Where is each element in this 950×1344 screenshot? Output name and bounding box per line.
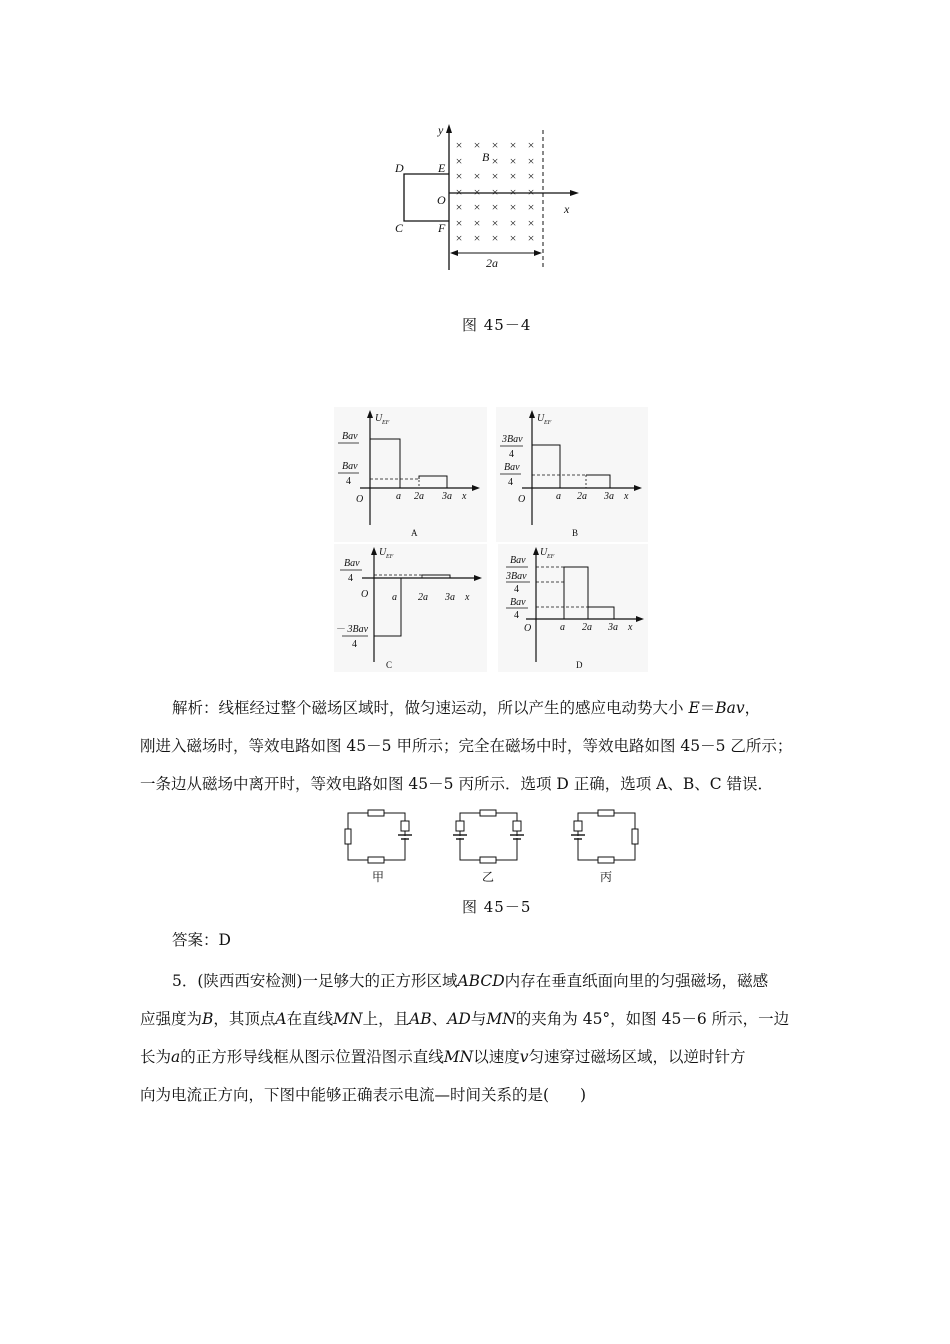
tick-2a: 2a [418, 592, 428, 603]
q5-text: 、 [431, 1010, 448, 1028]
equals-sign: ＝ [699, 699, 716, 717]
graph-B-label: B [572, 528, 579, 538]
label-D: D [395, 161, 404, 175]
graph-A [334, 407, 487, 542]
x-axis-label: x [624, 491, 629, 502]
label-bing: 丙 [600, 870, 613, 884]
label-yi: 乙 [482, 870, 495, 884]
label-O: O [437, 193, 446, 207]
question-5 [140, 962, 820, 1114]
tick-a: a [560, 622, 565, 633]
symbol-Bav: Bav [715, 699, 745, 717]
tick-a: a [556, 491, 561, 502]
svg-text:×: × [473, 138, 481, 152]
svg-text:×: × [509, 231, 517, 245]
circuit-jia [345, 810, 412, 863]
y-axis-subscript: EF [382, 420, 390, 426]
tick-2a: 2a [414, 491, 424, 502]
q5-symbol: ABCD [457, 972, 505, 990]
y-axis-label: y [438, 123, 444, 137]
level-bav-4-den: 4 [348, 573, 353, 584]
explanation-line3: 一条边从磁场中离开时，等效电路如图 45－5 丙所示．选项 D 正确，选项 A、B、C 错误． [140, 775, 774, 793]
circuit-yi [453, 810, 524, 863]
svg-text:×: × [491, 185, 499, 199]
y-axis-label: U [540, 547, 548, 558]
q5-text: 向为电流正方向，下图中能够正确表示电流—时间关系的是( ) [140, 1086, 587, 1104]
y-axis-subscript: EF [386, 554, 394, 560]
svg-text:×: × [455, 154, 463, 168]
svg-text:×: × [491, 169, 499, 183]
q5-text: 匀速穿过磁场区域，以逆时针方 [528, 1048, 746, 1066]
q5-text: 的夹角为 45°，如图 45－6 所示，一边 [515, 1010, 790, 1028]
q5-symbol: AD [447, 1010, 471, 1028]
y-axis-label: U [375, 413, 383, 424]
svg-text:×: × [473, 200, 481, 214]
level-neg-3bav-4-den: 4 [352, 639, 357, 650]
figure-45-5-circuits [330, 805, 650, 887]
level-bav: Bav [510, 555, 526, 566]
graph-D [498, 544, 648, 672]
y-axis-label: U [537, 413, 545, 424]
q5-symbol: MN [333, 1010, 363, 1028]
svg-text:×: × [473, 231, 481, 245]
x-axis-label: x [628, 622, 633, 633]
q5-text: 上，且 [362, 1010, 410, 1028]
explanation-line1: 解析：线框经过整个磁场区域时，做匀速运动，所以产生的感应电动势大小 [172, 699, 689, 717]
level-3bav-4-den: 4 [514, 584, 519, 595]
explanation-line2: 刚进入磁场时，等效电路如图 45－5 甲所示；完全在磁场中时，等效电路如图 45－5 乙所示； [140, 737, 793, 755]
label-F: F [438, 221, 446, 235]
level-3bav-4-num: 3Bav [506, 571, 527, 582]
label-B: B [482, 150, 490, 164]
level-3bav-4-num: 3Bav [502, 434, 523, 445]
svg-text:×: × [455, 185, 463, 199]
dimension-2a: 2a [486, 256, 498, 270]
svg-text:×: × [473, 169, 481, 183]
svg-text:×: × [491, 138, 499, 152]
svg-text:×: × [509, 216, 517, 230]
svg-text:×: × [455, 231, 463, 245]
label-E: E [438, 161, 446, 175]
q5-symbol: a [171, 1048, 181, 1066]
tick-3a: 3a [442, 491, 452, 502]
comma: ， [744, 699, 761, 717]
svg-text:×: × [527, 216, 535, 230]
level-bav-4-num: Bav [504, 462, 520, 473]
tick-a: a [396, 491, 401, 502]
level-3bav-4-den: 4 [509, 449, 514, 460]
answer: 答案：D [172, 931, 231, 949]
svg-text:×: × [455, 200, 463, 214]
figure-45-4 [380, 118, 600, 278]
q5-text: 以速度 [473, 1048, 520, 1066]
level-bav-4-den: 4 [508, 477, 513, 488]
svg-text:×: × [455, 216, 463, 230]
magnetic-field-crosses [456, 138, 535, 245]
q5-text: ，其顶点 [213, 1010, 276, 1028]
x-axis-label: x [564, 202, 570, 216]
svg-text:×: × [509, 154, 517, 168]
label-jia: 甲 [372, 870, 385, 884]
level-bav-4-num: Bav [344, 558, 360, 569]
svg-text:×: × [527, 169, 535, 183]
label-C: C [395, 221, 404, 235]
svg-text:×: × [491, 216, 499, 230]
svg-text:×: × [509, 138, 517, 152]
level-bav-4-den: 4 [346, 476, 351, 487]
svg-text:×: × [491, 200, 499, 214]
q5-text: 与 [470, 1010, 487, 1028]
level-bav-4-den: 4 [514, 610, 519, 621]
svg-text:×: × [473, 185, 481, 199]
y-axis-subscript: EF [544, 420, 552, 426]
figure-45-5-caption: 图 45－5 [462, 898, 532, 916]
graph-A-label: A [411, 528, 418, 538]
svg-text:×: × [527, 154, 535, 168]
origin-label: O [518, 494, 526, 505]
graph-C-label: C [386, 660, 393, 670]
tick-2a: 2a [577, 491, 587, 502]
origin-label: O [361, 589, 369, 600]
svg-text:×: × [527, 138, 535, 152]
svg-text:×: × [527, 185, 535, 199]
x-axis-label: x [462, 491, 467, 502]
y-axis-subscript: EF [547, 554, 555, 560]
svg-text:×: × [491, 154, 499, 168]
svg-text:×: × [455, 138, 463, 152]
tick-a: a [392, 592, 397, 603]
q5-symbol: MN [443, 1048, 474, 1066]
q5-text: 的正方形导线框从图示位置沿图示直线 [180, 1048, 444, 1066]
svg-text:×: × [527, 231, 535, 245]
tick-3a: 3a [604, 491, 614, 502]
y-axis-label: U [379, 547, 387, 558]
level-neg-3bav-4-num: － 3Bav [335, 624, 369, 635]
svg-text:×: × [509, 200, 517, 214]
q5-text: 5．(陕西西安检测)一足够大的正方形区域 [172, 972, 458, 990]
level-bav: Bav [342, 431, 358, 442]
graph-C [334, 544, 487, 672]
svg-text:×: × [491, 231, 499, 245]
q5-symbol: A [275, 1010, 287, 1028]
q5-symbol: B [202, 1010, 214, 1028]
q5-symbol: MN [486, 1010, 516, 1028]
q5-symbol: v [519, 1048, 529, 1066]
svg-text:×: × [527, 200, 535, 214]
level-bav-4-num: Bav [510, 597, 526, 608]
graph-D-label: D [576, 660, 583, 670]
circuit-bing [571, 810, 638, 863]
graph-B [496, 407, 648, 542]
tick-3a: 3a [608, 622, 618, 633]
svg-text:×: × [473, 216, 481, 230]
tick-3a: 3a [445, 592, 455, 603]
tick-2a: 2a [582, 622, 592, 633]
q5-text: 在直线 [286, 1010, 334, 1028]
figure-45-4-caption: 图 45－4 [462, 316, 532, 334]
explanation-paragraph [140, 689, 820, 803]
q5-text: 内存在垂直纸面向里的匀强磁场，磁感 [504, 972, 769, 990]
x-axis-label: x [465, 592, 470, 603]
svg-text:×: × [509, 169, 517, 183]
q5-text: 长为 [140, 1048, 172, 1066]
q5-symbol: AB [409, 1010, 432, 1028]
q5-text: 应强度为 [140, 1010, 203, 1028]
svg-text:×: × [455, 169, 463, 183]
symbol-E: E [688, 699, 700, 717]
origin-label: O [356, 494, 364, 505]
level-bav-4-num: Bav [342, 461, 358, 472]
svg-text:×: × [509, 185, 517, 199]
origin-label: O [524, 623, 532, 634]
